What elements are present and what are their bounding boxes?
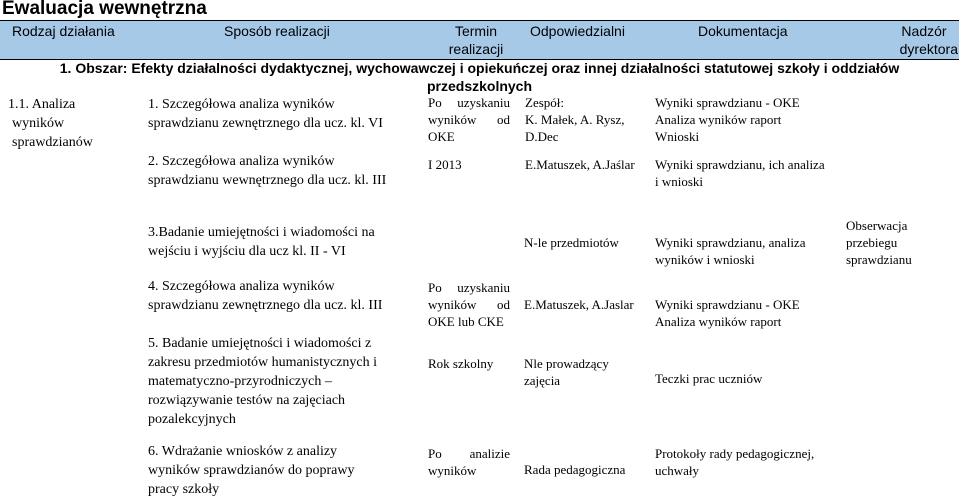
row5-sposob-l5: pozalekcyjnych bbox=[148, 412, 236, 427]
row4-termin-l1: Po uzyskaniu bbox=[428, 280, 510, 295]
row2-dok-l1: Wyniki sprawdzianu, ich analiza bbox=[655, 157, 825, 172]
col-dok-header: Dokumentacja bbox=[698, 23, 788, 39]
row3-odp bbox=[524, 234, 649, 251]
row6-odp-l1: Rada pedagogiczna bbox=[524, 462, 626, 477]
row1-sposob-l1: 1. Szczegółowa analiza wyników bbox=[148, 97, 335, 112]
row1-dok-l3: Wnioski bbox=[655, 129, 700, 144]
row4-termin-l3: OKE lub CKE bbox=[428, 314, 504, 329]
row4-sposob-l1: 4. Szczegółowa analiza wyników bbox=[148, 279, 335, 294]
col-nadzor-header-l2: dyrektora bbox=[899, 41, 958, 57]
row1-sposob bbox=[148, 95, 418, 133]
row5-sposob-l2: zakresu przedmiotów humanistycznych i bbox=[148, 355, 377, 370]
row3-dok bbox=[655, 234, 845, 268]
row2-odp-l1: E.Matuszek, A.Jaślar bbox=[525, 157, 635, 172]
area-heading-l2: przedszkolnych bbox=[426, 78, 533, 94]
table-header bbox=[0, 20, 959, 60]
row1-odp-l1: Zespół: bbox=[525, 95, 564, 110]
row2-sposob bbox=[148, 152, 418, 190]
row6-dok-l2: uchwały bbox=[655, 463, 700, 478]
row1-termin-l2: wyników od bbox=[428, 112, 510, 127]
col-termin-header-l1: Termin bbox=[454, 23, 497, 39]
row2-odp bbox=[525, 156, 650, 173]
row3-dok-l2: wyników i wnioski bbox=[655, 252, 755, 267]
row1-sposob-l2: sprawdzianu zewnętrznego dla ucz. kl. VI bbox=[148, 116, 383, 131]
row6-dok-l1: Protokoły rady pedagogicznej, bbox=[655, 446, 815, 461]
row5-dok bbox=[655, 370, 845, 387]
row4-dok-l1: Wyniki sprawdzianu - OKE bbox=[655, 297, 800, 312]
row6-dok bbox=[655, 445, 845, 479]
section-label bbox=[8, 95, 108, 152]
row4-dok-l2: Analiza wyników raport bbox=[655, 314, 782, 329]
row6-odp bbox=[524, 461, 649, 478]
row5-sposob bbox=[148, 334, 420, 429]
row2-dok-l2: i wnioski bbox=[655, 174, 704, 189]
row1-odp-l2: K. Małek, A. Rysz, bbox=[525, 112, 625, 127]
col-nadzor-header bbox=[856, 22, 958, 58]
row1-termin bbox=[428, 94, 510, 145]
row3-nadzor bbox=[846, 217, 958, 268]
row6-sposob bbox=[148, 442, 420, 499]
row5-dok-l1: Teczki prac uczniów bbox=[655, 371, 763, 386]
row4-dok bbox=[655, 296, 845, 330]
area-heading bbox=[0, 59, 959, 95]
row5-sposob-l4: rozwiązywanie testów na zajęciach bbox=[148, 393, 346, 408]
row5-termin bbox=[428, 355, 510, 372]
row5-sposob-l1: 5. Badanie umiejętności i wiadomości z bbox=[148, 336, 372, 351]
row5-odp-l1: Nle prowadzący bbox=[524, 356, 609, 371]
row6-termin-l1: Po analizie bbox=[428, 446, 510, 461]
area-heading-l1: 1. Obszar: Efekty działalności dydaktycznej, wychowawczej i opiekuńczej oraz innej działalności statutowej szkoły i oddziałów bbox=[59, 60, 900, 76]
row3-sposob-l2: wejściu i wyjściu dla ucz kl. II - VI bbox=[148, 244, 346, 259]
row1-dok-l2: Analiza wyników raport bbox=[655, 112, 782, 127]
row6-termin-l2: wyników bbox=[428, 463, 477, 478]
row4-odp bbox=[524, 296, 649, 313]
row5-odp-l2: zajęcia bbox=[524, 373, 561, 388]
col-odp-header: Odpowiedzialni bbox=[530, 23, 625, 39]
row3-nadzor-l1: Obserwacja bbox=[846, 218, 908, 233]
row6-sposob-l3: pracy szkoły bbox=[148, 482, 220, 497]
row3-nadzor-l3: sprawdzianu bbox=[846, 252, 912, 267]
col-nadzor-header-l1: Nadzór bbox=[901, 23, 947, 39]
row3-dok-l1: Wyniki sprawdzianu, analiza bbox=[655, 235, 806, 250]
row2-sposob-l2: sprawdzianu wewnętrznego dla ucz. kl. III bbox=[148, 173, 387, 188]
col-sposob-header: Sposób realizacji bbox=[224, 23, 330, 39]
row1-termin-l1: Po uzyskaniu bbox=[428, 95, 510, 110]
row5-termin-l1: Rok szkolny bbox=[428, 356, 494, 371]
row5-odp bbox=[524, 355, 649, 389]
row1-termin-l3: OKE bbox=[428, 129, 455, 144]
section-label-l1: 1.1. Analiza bbox=[8, 97, 76, 112]
row2-termin bbox=[428, 156, 510, 173]
row5-sposob-l3: matematyczno-przyrodniczych – bbox=[148, 374, 332, 389]
row3-nadzor-l2: przebiegu bbox=[846, 235, 898, 250]
row4-odp-l1: E.Matuszek, A.Jaslar bbox=[524, 297, 634, 312]
col-rodzaj-header: Rodzaj działania bbox=[12, 23, 115, 39]
row6-termin bbox=[428, 445, 510, 479]
section-label-l3: sprawdzianów bbox=[12, 135, 93, 150]
page-title: Ewaluacja wewnętrzna bbox=[2, 0, 207, 19]
row1-dok bbox=[655, 94, 845, 145]
row2-dok bbox=[655, 156, 845, 190]
row6-sposob-l1: 6. Wdrażanie wniosków z analizy bbox=[148, 444, 338, 459]
row2-termin-l1: I 2013 bbox=[428, 157, 462, 172]
row3-sposob bbox=[148, 223, 423, 261]
col-termin-header-l2: realizacji bbox=[448, 41, 504, 57]
row1-odp bbox=[525, 94, 645, 145]
row4-termin bbox=[428, 279, 510, 330]
row4-termin-l2: wyników od bbox=[428, 297, 510, 312]
row1-dok-l1: Wyniki sprawdzianu - OKE bbox=[655, 95, 800, 110]
col-termin-header bbox=[438, 22, 514, 58]
row4-sposob bbox=[148, 277, 420, 315]
section-label-l2: wyników bbox=[12, 116, 65, 131]
row6-sposob-l2: wyników sprawdzianów do poprawy bbox=[148, 463, 355, 478]
row3-sposob-l1: 3.Badanie umiejętności i wiadomości na bbox=[148, 225, 375, 240]
row2-sposob-l1: 2. Szczegółowa analiza wyników bbox=[148, 154, 335, 169]
row4-sposob-l2: sprawdzianu zewnętrznego dla ucz. kl. III bbox=[148, 298, 383, 313]
row3-odp-l1: N-le przedmiotów bbox=[524, 235, 619, 250]
row1-odp-l3: D.Dec bbox=[525, 129, 559, 144]
